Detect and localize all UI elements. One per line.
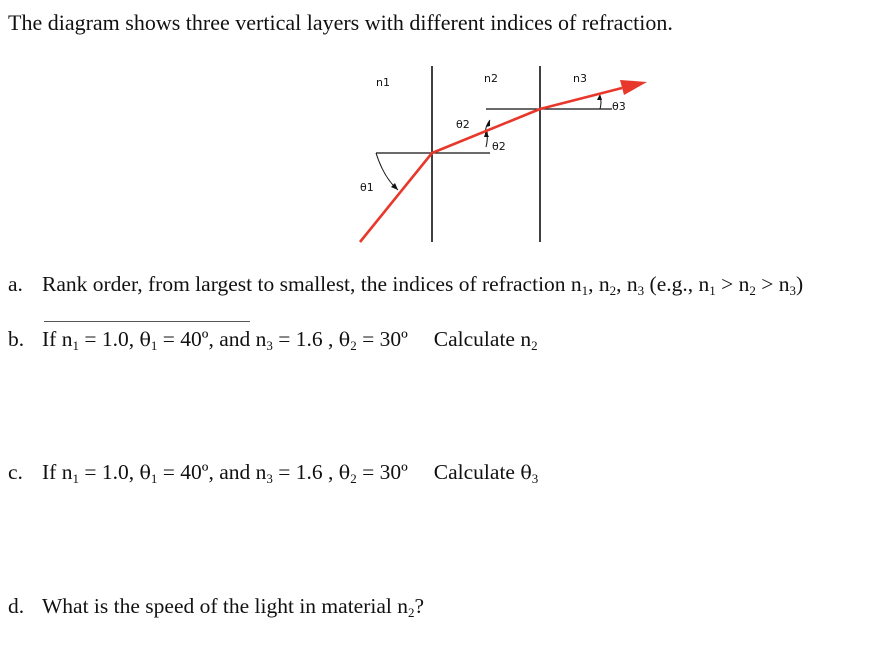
question-b-label: b.	[8, 327, 25, 351]
question-c-task: Calculate $\theta_3$	[433, 460, 539, 486]
label-n2: n2	[484, 72, 498, 85]
question-d: d. What is the speed of the light in material $n_2$?	[8, 594, 425, 620]
question-a: a. Rank order, from largest to smallest, the indices of refraction $n_1$, $n_2$, $n_3$ (e.g., $n_1 > n_2 > n_3$)	[8, 272, 804, 298]
label-n1: n1	[376, 76, 390, 89]
label-theta1: θ1	[360, 181, 374, 194]
answer-blank-a[interactable]	[44, 321, 250, 322]
label-theta2-left: θ2	[456, 118, 470, 131]
question-c: c. If $n_1 = 1.0$, $\theta_1$ = 40º, and $n_3 = 1.6$ , $\theta_2$ = 30º Calculate $\theta_3$	[8, 460, 539, 486]
ray-arrowhead-icon	[620, 80, 647, 95]
question-b: b. If $n_1 = 1.0$, $\theta_1$ = 40º, and $n_3 = 1.6$ , $\theta_2$ = 30º Calculate $n_2$	[8, 327, 538, 353]
intro-text: The diagram shows three vertical layers with different indices of refraction.	[8, 10, 673, 35]
question-b-task: Calculate $n_2$	[433, 327, 538, 353]
light-ray	[360, 88, 622, 242]
question-c-label: c.	[8, 460, 23, 484]
question-d-label: d.	[8, 594, 25, 618]
label-theta3: θ3	[612, 100, 626, 113]
question-a-label: a.	[8, 272, 23, 296]
label-theta2-right: θ2	[492, 140, 506, 153]
label-n3: n3	[573, 72, 587, 85]
